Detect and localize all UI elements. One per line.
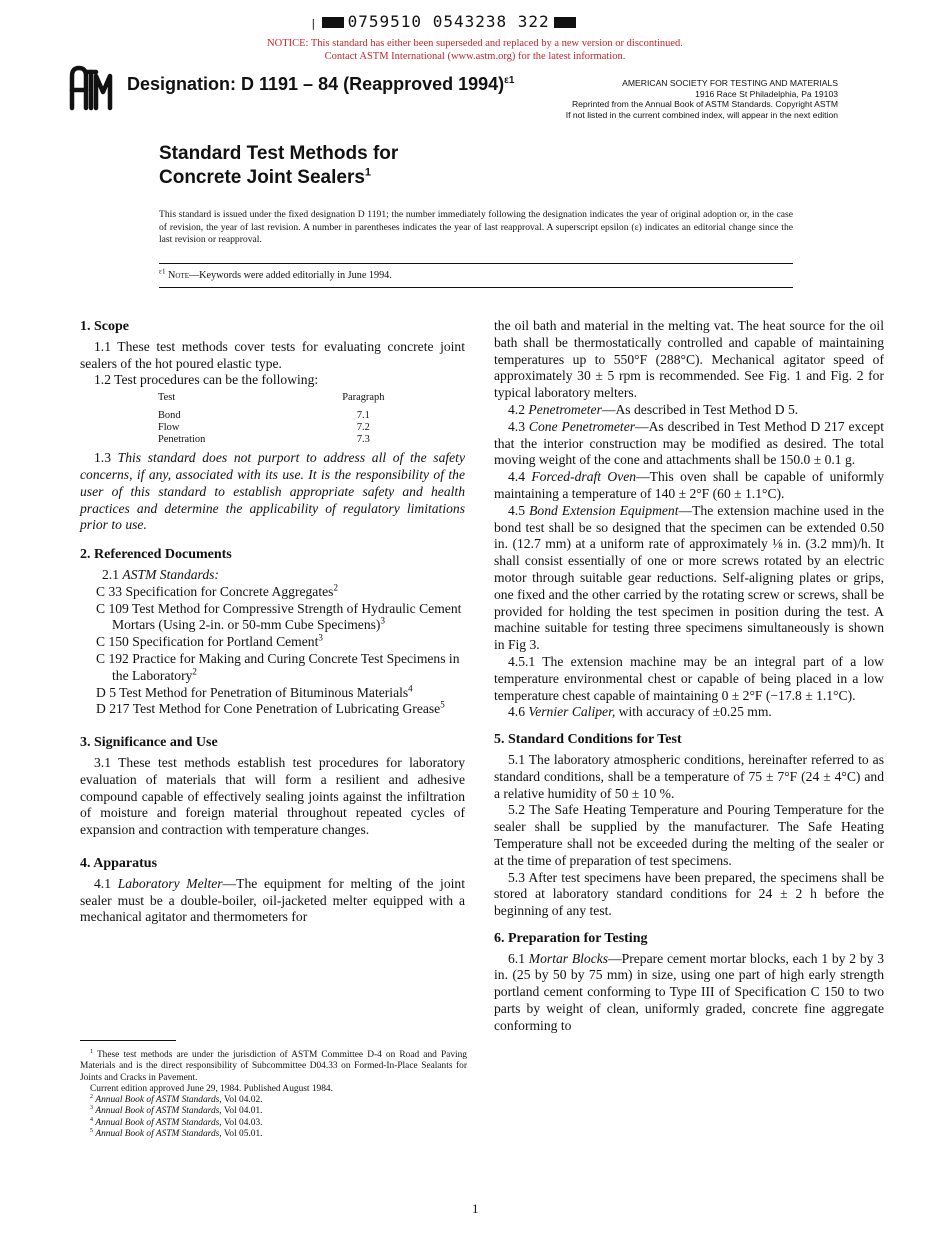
table-row: Flow 7.2 xyxy=(158,422,370,434)
list-item: 2.1 ASTM Standards: xyxy=(102,566,219,582)
publisher-address: 1916 Race St Philadelphia, Pa 19103 xyxy=(695,88,838,99)
footnotes xyxy=(80,1050,467,1140)
index-line: If not listed in the current combined index, will appear in the next edition xyxy=(565,109,838,120)
table-row: Bond 7.1 xyxy=(158,410,370,422)
paragraph: 3.1 These test methods establish test procedures for laboratory evaluation of materials that will form a resilient and adhesive compound capable of effectively sealing joints against the infiltration of moisture and foreign material throughout repeated cycles of expansion and contraction with temperature changes. xyxy=(80,754,465,838)
paragraph: 6.1 Mortar Blocks—Prepare cement mortar blocks, each 1 by 2 by 3 in. (25 by 50 by 75 mm) in size, using one part of high early strength portland cement conforming to Type III of Specification C 150 to two parts by weight of clean, uniformly graded, concrete fine aggregate conforming to xyxy=(494,950,884,1033)
list-item: C 33 Specification for Concrete Aggregates$^2$ xyxy=(96,582,338,599)
page-title: Standard Test Methods for Concrete Joint Sealers$^1$ xyxy=(159,143,399,188)
footnote: $^2$ Annual Book of ASTM Standards, Vol 04.02. xyxy=(90,1094,263,1106)
paragraph: 4.5.1 The extension machine may be an integral part of a low temperature environmental chest or capable of being placed in a low temperature chest capable of maintaining 0 ± 2°F (−17.8 ± 1.1°C). xyxy=(494,653,884,703)
paragraph: 4.6 Vernier Caliper, with accuracy of ±0.25 mm. xyxy=(508,704,772,720)
publisher-block xyxy=(520,78,838,120)
table-header: Paragraph xyxy=(342,392,385,404)
paragraph: 4.5 Bond Extension Equipment—The extension machine used in the bond test shall be so designed that the specimen can be extended 0.50 in. (12.7 mm) at a uniform rate of approximately ⅛ in. (3.2 mm)/h. It shall consist essentially of one or more screws rotated by an electric motor through suitable gear reductions. Self-aligning plates or grips, one fixed and the other carried by the rotating screw or screws, shall be provided for holding the test specimen in position during the test. A machine suitable for testing three specimens simultaneously is shown in Fig 3. xyxy=(494,502,884,653)
procedures-table xyxy=(158,392,433,446)
paragraph: 4.1 Laboratory Melter—The equipment for melting of the joint sealer must be a double-boiler, oil-jacketed melter equipped with a mechanical agitator and thermometers for xyxy=(80,875,465,925)
paragraph: 5.3 After test specimens have been prepared, the specimens shall be stored at laboratory standard conditions for 24 ± 2 h before the beginning of any test. xyxy=(494,869,884,919)
page-number: 1 xyxy=(472,1201,479,1216)
footnote: $^3$ Annual Book of ASTM Standards, Vol 04.01. xyxy=(90,1105,263,1117)
paragraph: 4.4 Forced-draft Oven—This oven shall be capable of uniformly maintaining a temperature of 140 ± 2°F (60 ± 1.1°C). xyxy=(494,469,884,501)
paragraph: 1.2 Test procedures can be the following: xyxy=(94,372,319,388)
table-row: Penetration 7.3 xyxy=(158,434,370,446)
list-item: C 150 Specification for Portland Cement$^3$ xyxy=(96,632,323,650)
paragraph: 4.2 Penetrometer—As described in Test Method D 5. xyxy=(508,401,799,417)
left-column xyxy=(80,319,465,926)
list-item: D 5 Test Method for Penetration of Bituminous Materials$^4$ xyxy=(96,683,413,700)
supersede-notice-line2: Contact ASTM International (www.astm.org) for the latest information. xyxy=(324,51,626,62)
section-heading: 2. Referenced Documents xyxy=(80,547,232,563)
editorial-note: $^{\varepsilon 1}$ Note—Keywords were added editorially in June 1994. xyxy=(159,267,392,281)
section-heading: 5. Standard Conditions for Test xyxy=(494,732,682,748)
divider xyxy=(159,263,793,264)
document-barcode-id: | 0759510 0543238 322 xyxy=(310,12,580,31)
list-item: C 192 Practice for Making and Curing Concrete Test Specimens in the Laboratory$^2$ xyxy=(96,650,460,683)
paragraph: 5.1 The laboratory atmospheric conditions, hereinafter referred to as standard conditions, shall be a temperature of 75 ± 7°F (24 ± 4°C) and a relative humidity of 50 ± 10 %. xyxy=(494,751,884,801)
supersede-notice-line1: NOTICE: This standard has either been superseded and replaced by a new version or discontinued. xyxy=(267,38,683,49)
table-header: Test xyxy=(158,392,176,404)
section-heading: 1. Scope xyxy=(80,319,129,334)
footnote: $^4$ Annual Book of ASTM Standards, Vol 04.03. xyxy=(90,1116,263,1128)
astm-logo-icon xyxy=(66,62,116,118)
footnote: Current edition approved June 29, 1984. Published August 1984. xyxy=(90,1083,333,1094)
designation: Designation: D 1191 – 84 (Reapproved 1994)$^{\varepsilon 1}$ xyxy=(127,74,515,94)
reference-list xyxy=(80,567,465,718)
list-item: C 109 Test Method for Compressive Strength of Hydraulic Cement Mortars (Using 2-in. or 50-mm Cube Specimens)$^3$ xyxy=(96,600,462,633)
section-heading: 3. Significance and Use xyxy=(80,735,218,751)
footnote: $^1$ These test methods are under the jurisdiction of ASTM Committee D-4 on Road and Paving Materials and is the direct responsibility of Subcommittee D04.33 on Formed-In-Place Sealants for Joints and Cracks in Pavement. xyxy=(80,1048,467,1083)
paragraph: 4.3 Cone Penetrometer—As described in Test Method D 217 except that the interior construction may be modified as desired. The total moving weight of the cone and attachments shall be 150.0 ± 0.1 g. xyxy=(494,418,884,468)
paragraph: 1.3 This standard does not purport to address all of the safety concerns, if any, associated with its use. It is the responsibility of the user of this standard to establish appropriate safety and health practices and determine the applicability of regulatory limitations prior to use. xyxy=(80,450,465,533)
issuance-statement: This standard is issued under the fixed designation D 1191; the number immediately following the designation indicates the year of original adoption or, in the case of revision, the year of last revision. A number in parentheses indicates the year of last reapproval. A superscript epsilon (ε) indicates an editorial change since the last revision or reapproval. xyxy=(159,209,793,245)
right-column xyxy=(494,318,884,1035)
divider xyxy=(159,287,793,288)
publisher-name: AMERICAN SOCIETY FOR TESTING AND MATERIALS xyxy=(622,78,838,88)
list-item: D 217 Test Method for Cone Penetration of Lubricating Grease$^5$ xyxy=(96,699,445,717)
paragraph: the oil bath and material in the melting vat. The heat source for the oil bath shall be thermostatically controlled and capable of maintaining temperatures up to 550°F (288°C). Mechanical agitator speed of approximately 30 ± 5 rpm is recommended. See Fig. 1 and Fig. 2 for typical laboratory melters. xyxy=(494,318,884,401)
paragraph: 1.1 These test methods cover tests for evaluating concrete joint sealers of the hot poured elastic type. xyxy=(80,338,465,371)
section-heading: 6. Preparation for Testing xyxy=(494,930,648,946)
footnote-divider xyxy=(80,1040,176,1041)
reprint-line: Reprinted from the Annual Book of ASTM Standards. Copyright ASTM xyxy=(571,99,838,109)
section-heading: 4. Apparatus xyxy=(80,855,158,871)
paragraph: 5.2 The Safe Heating Temperature and Pouring Temperature for the sealer shall be supplied by the manufacturer. The Safe Heating Temperature shall not be exceeded during the melting of the sealer or at the time of preparation of test specimens. xyxy=(494,802,884,868)
footnote: $^5$ Annual Book of ASTM Standards, Vol 05.01. xyxy=(90,1127,263,1140)
